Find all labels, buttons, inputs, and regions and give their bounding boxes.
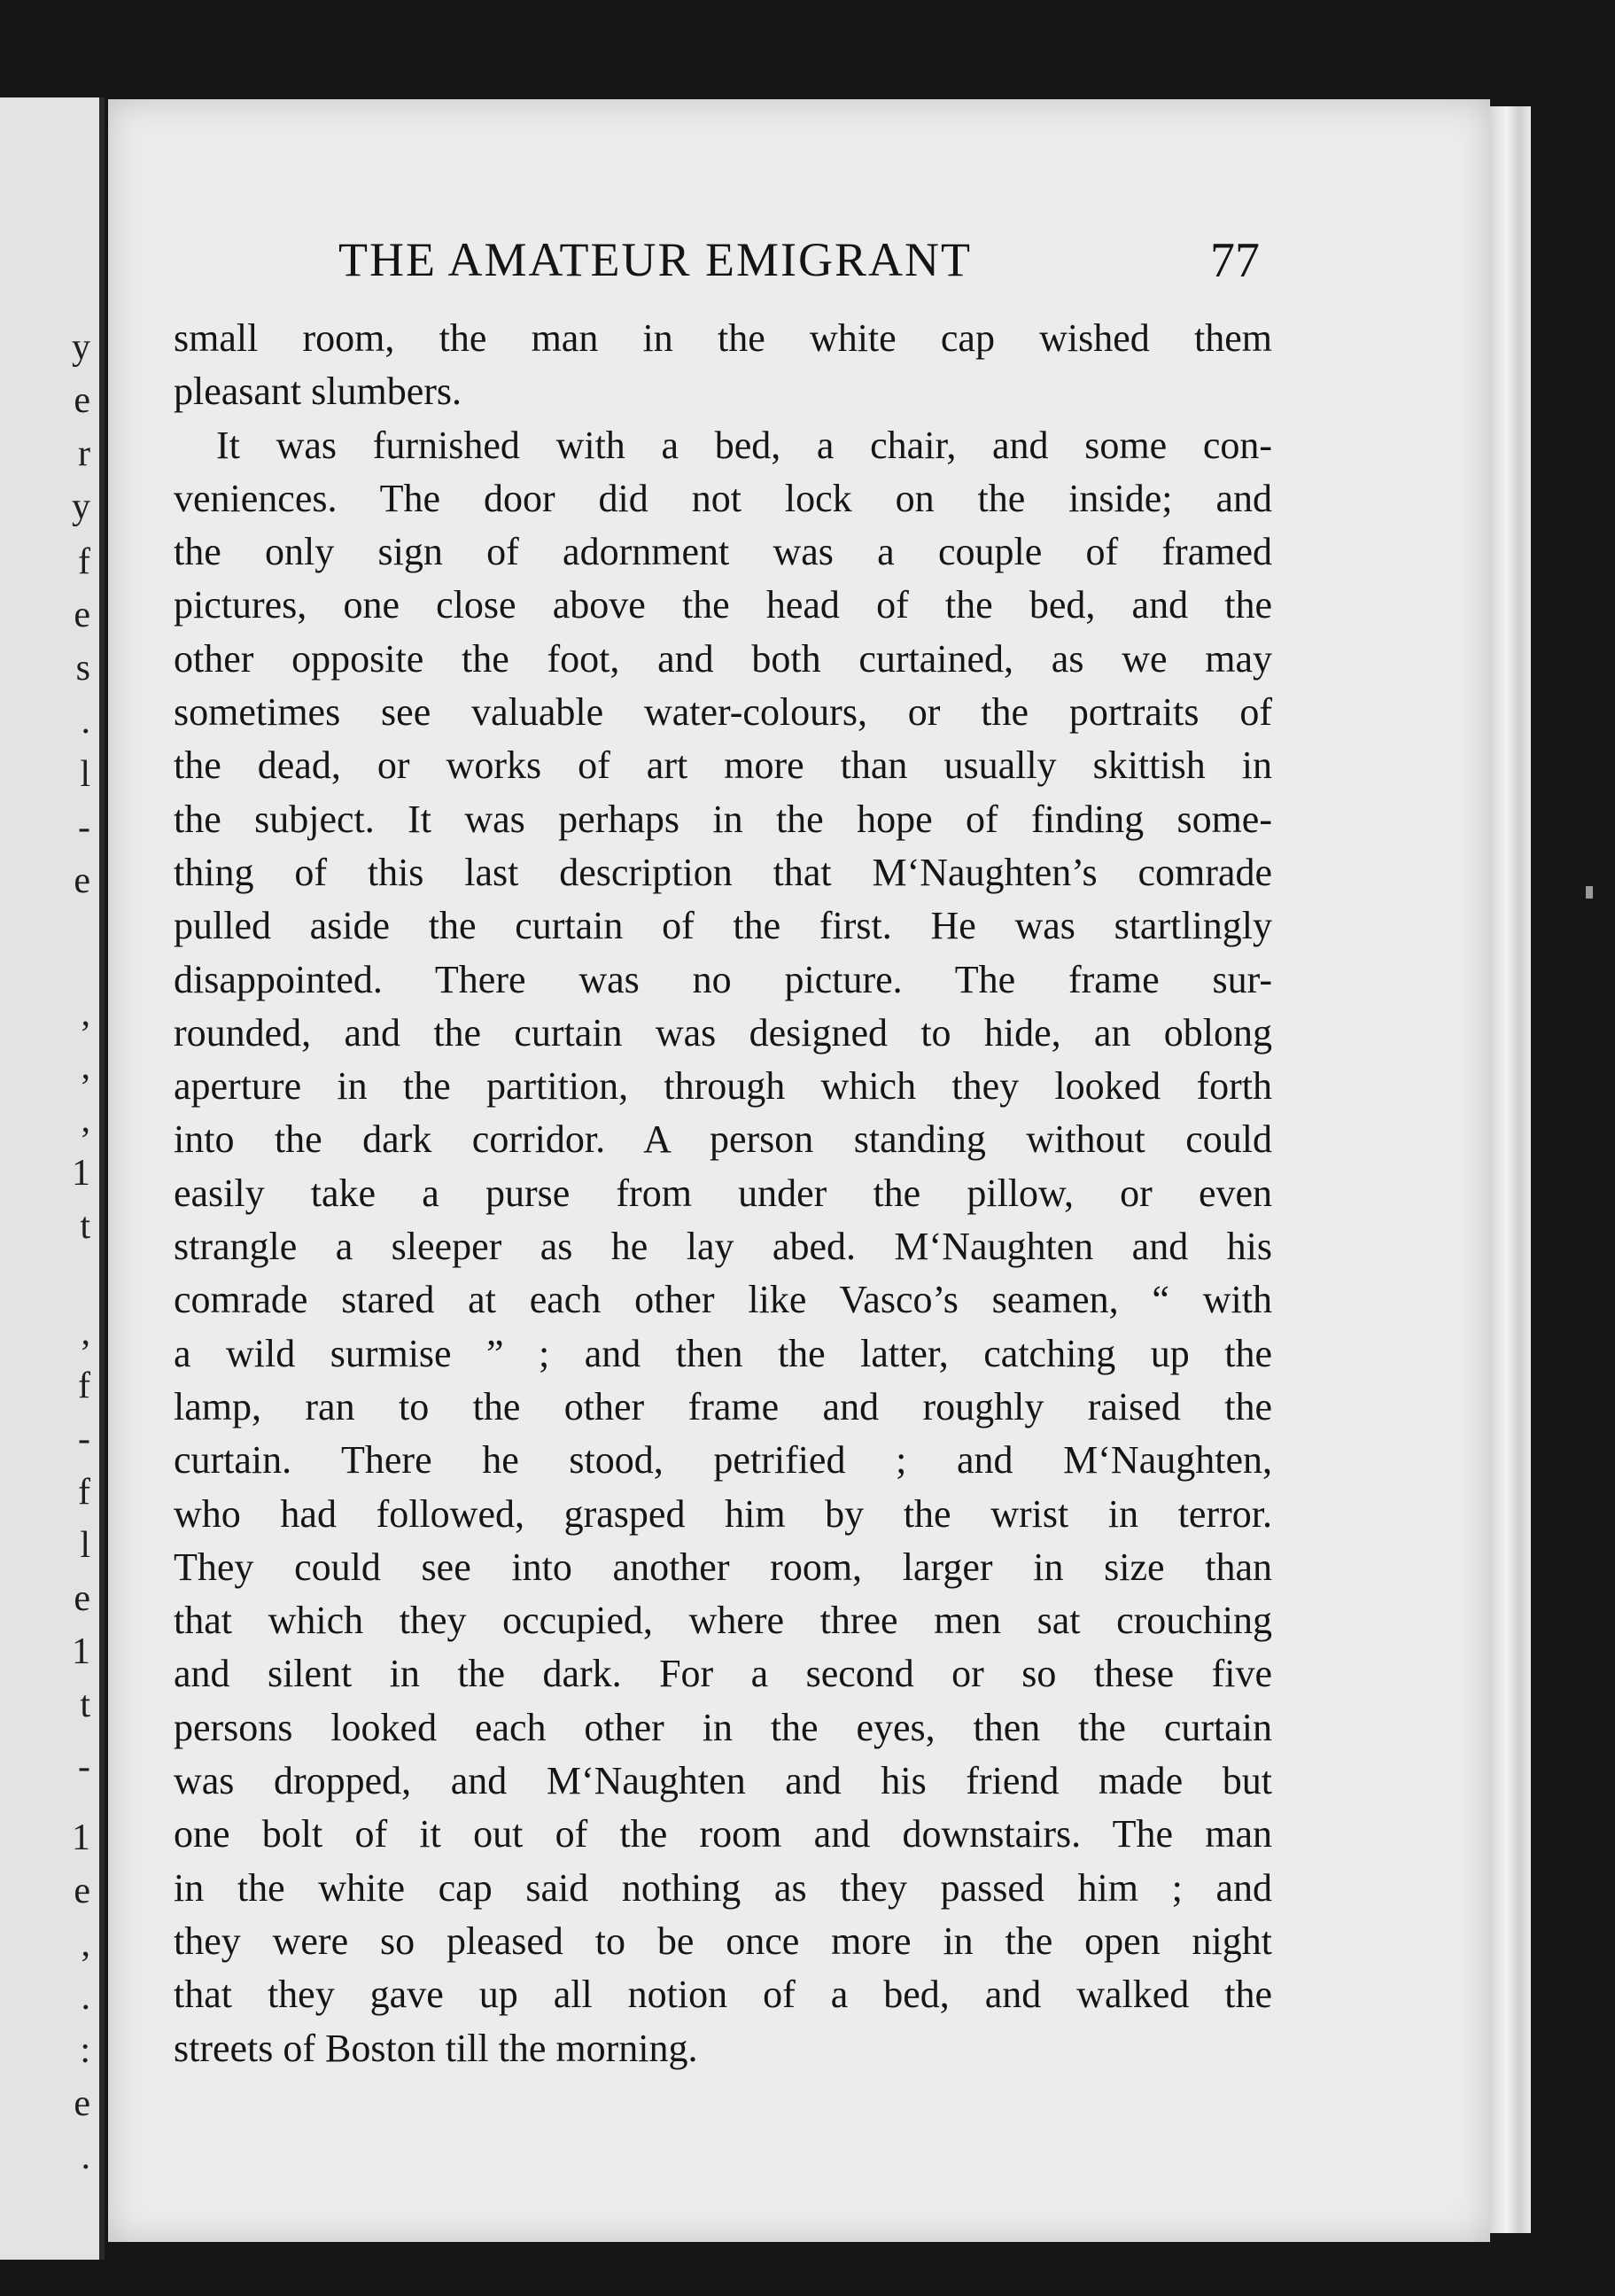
margin-char: r bbox=[78, 433, 90, 474]
margin-char: 1 bbox=[72, 1153, 90, 1194]
text-line: the only sign of adornment was a couple of framed bbox=[174, 530, 1272, 574]
text-line: pictures, one close above the head of the bed, and the bbox=[174, 583, 1272, 627]
text-line: the subject. It was perhaps in the hope of finding some- bbox=[174, 797, 1272, 841]
margin-char: f bbox=[78, 1366, 90, 1406]
margin-char: - bbox=[78, 1747, 90, 1787]
text-line: rounded, and the curtain was designed to hide, an oblong bbox=[174, 1010, 1272, 1055]
text-line: pleasant slumbers. bbox=[174, 370, 462, 414]
text-line: that which they occupied, where three men sat crouching bbox=[174, 1599, 1272, 1643]
margin-char: e bbox=[74, 1578, 90, 1619]
margin-char: 1 bbox=[72, 1817, 90, 1858]
text-line: pulled aside the curtain of the first. He was startlingly bbox=[174, 904, 1272, 948]
running-head bbox=[338, 232, 1260, 288]
margin-char: t bbox=[80, 1206, 90, 1247]
body-text bbox=[174, 312, 1272, 2075]
margin-char: e bbox=[74, 860, 90, 901]
margin-char: y bbox=[72, 327, 90, 368]
text-line: lamp, ran to the other frame and roughly raised the bbox=[174, 1384, 1272, 1428]
text-line: the dead, or works of art more than usually skittish in bbox=[174, 743, 1272, 788]
text-line: one bolt of it out of the room and downstairs. The man bbox=[174, 1812, 1272, 1856]
text-line: persons looked each other in the eyes, then the curtain bbox=[174, 1705, 1272, 1749]
text-line: disappointed. There was no picture. The frame sur- bbox=[174, 957, 1272, 1001]
text-line: that they gave up all notion of a bed, and walked the bbox=[174, 1973, 1272, 2017]
text-line: small room, the man in the white cap wished them bbox=[174, 316, 1272, 360]
text-line: who had followed, grasped him by the wrist in terror. bbox=[174, 1491, 1272, 1536]
running-title: THE AMATEUR EMIGRANT bbox=[338, 233, 972, 286]
text-line: thing of this last description that M‘Naughten’s comrade bbox=[174, 850, 1272, 894]
margin-char: , bbox=[81, 1047, 90, 1087]
margin-char: s bbox=[75, 648, 90, 689]
text-line: They could see into another room, larger in size than bbox=[174, 1545, 1272, 1589]
text-line: into the dark corridor. A person standing without could bbox=[174, 1117, 1272, 1162]
margin-char: f bbox=[78, 541, 90, 582]
margin-char: , bbox=[81, 1924, 90, 1965]
margin-char: . bbox=[81, 1977, 90, 2018]
margin-char: . bbox=[81, 2136, 90, 2177]
page-edge bbox=[1490, 106, 1531, 2233]
text-line: in the white cap said nothing as they passed him ; and bbox=[174, 1865, 1272, 1910]
margin-char: 1 bbox=[72, 1631, 90, 1672]
text-line: other opposite the foot, and both curtained, as we may bbox=[174, 636, 1272, 681]
margin-char: - bbox=[78, 1419, 90, 1459]
margin-char: , bbox=[81, 1100, 90, 1140]
text-line: easily take a purse from under the pillow, or even bbox=[174, 1171, 1272, 1215]
margin-char: e bbox=[74, 380, 90, 421]
margin-char: f bbox=[78, 1472, 90, 1513]
margin-char: e bbox=[74, 595, 90, 635]
margin-char: : bbox=[80, 2030, 90, 2071]
margin-char: l bbox=[80, 754, 90, 795]
text-line: It was furnished with a bed, a chair, and some con- bbox=[216, 423, 1272, 467]
left-facing-page bbox=[0, 97, 105, 2260]
text-line: and silent in the dark. For a second or so these five bbox=[174, 1652, 1272, 1696]
page-number: 77 bbox=[1210, 233, 1260, 288]
text-line: they were so pleased to be once more in the open night bbox=[174, 1919, 1272, 1963]
text-line: comrade stared at each other like Vasco’s seamen, “ with bbox=[174, 1278, 1272, 1322]
margin-char: , bbox=[81, 1312, 90, 1353]
margin-char: y bbox=[72, 486, 90, 527]
margin-char: . bbox=[81, 701, 90, 742]
scan-speck bbox=[1586, 886, 1593, 899]
margin-char: l bbox=[80, 1525, 90, 1566]
margin-char: - bbox=[78, 807, 90, 848]
text-line: veniences. The door did not lock on the inside; and bbox=[174, 476, 1272, 520]
text-line: a wild surmise ” ; and then the latter, catching up the bbox=[174, 1331, 1272, 1375]
text-line: curtain. There he stood, petrified ; and M‘Naughten, bbox=[174, 1438, 1272, 1483]
margin-char: t bbox=[80, 1685, 90, 1725]
margin-char: , bbox=[81, 993, 90, 1034]
text-line: streets of Boston till the morning. bbox=[174, 2026, 698, 2070]
margin-char: e bbox=[74, 1871, 90, 1911]
text-line: aperture in the partition, through which they looked forth bbox=[174, 1064, 1272, 1109]
margin-char: e bbox=[74, 2083, 90, 2124]
text-line: strangle a sleeper as he lay abed. M‘Naughten and his bbox=[174, 1225, 1272, 1269]
text-line: was dropped, and M‘Naughten and his friend made but bbox=[174, 1759, 1272, 1803]
text-line: sometimes see valuable water-colours, or the portraits of bbox=[174, 690, 1272, 735]
